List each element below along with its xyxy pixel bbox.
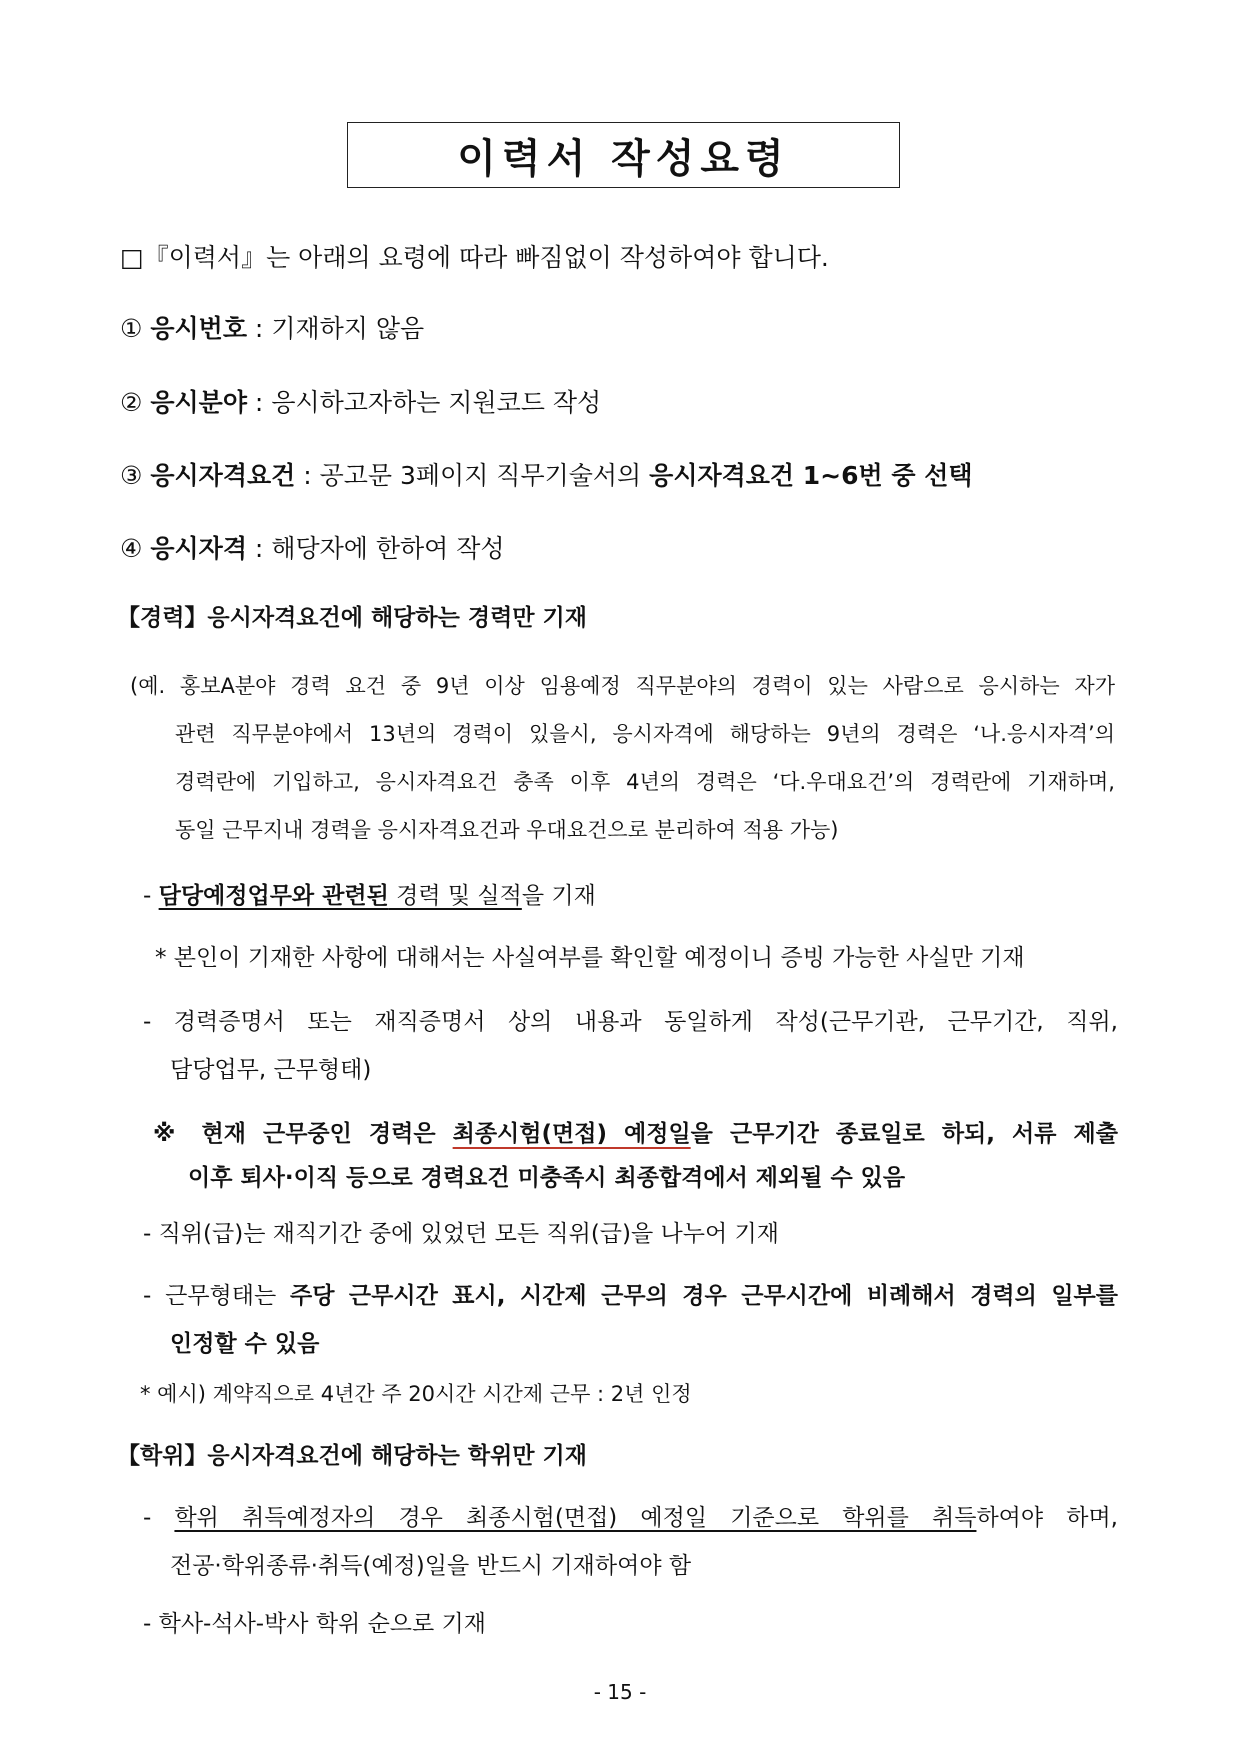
page-title: 이력서 작성요령 [457, 135, 790, 182]
career-warning-line-2: 이후 퇴사·이직 등으로 경력요건 미충족시 최종합격에서 제외될 수 있음 [188, 1165, 906, 1191]
career-bullet-certificate-line-2: 담당업무, 근무형태) [170, 1057, 372, 1083]
career-bullet-related: - 담당예정업무와 관련된 경력 및 실적을 기재 [143, 883, 596, 909]
degree-heading: 【학위】응시자격요건에 해당하는 학위만 기재 [117, 1443, 587, 1469]
page-number: - 15 - [593, 1680, 647, 1704]
career-example-line-4: 동일 근무지내 경력을 응시자격요건과 우대요건으로 분리하여 적용 가능) [175, 818, 839, 842]
item-4: ④ 응시자격 : 해당자에 한하여 작성 [120, 534, 505, 563]
career-bullet-certificate-line-1: - 경력증명서 또는 재직증명서 상의 내용과 동일하게 작성(근무기관, 근무기간, 직위, [143, 1009, 1118, 1035]
degree-bullet-order: - 학사-석사-박사 학위 순으로 기재 [143, 1611, 486, 1637]
career-warning-line-1: ※ 현재 근무중인 경력은 최종시험(면접) 예정일을 근무기간 종료일로 하되, 서류 제출 [153, 1121, 1118, 1147]
career-note-verify: * 본인이 기재한 사항에 대해서는 사실여부를 확인할 예정이니 증빙 가능한 사실만 기재 [155, 945, 1025, 971]
career-bullet-worktype-line-2: 인정할 수 있음 [170, 1331, 320, 1357]
career-bullet-position: - 직위(급)는 재직기간 중에 있었던 모든 직위(급)을 나누어 기재 [143, 1221, 779, 1247]
item-2: ② 응시분야 : 응시하고자하는 지원코드 작성 [120, 388, 602, 417]
item-3: ③ 응시자격요건 : 공고문 3페이지 직무기술서의 응시자격요건 1~6번 중 선택 [120, 461, 973, 490]
intro-text: □『이력서』는 아래의 요령에 따라 빠짐없이 작성하여야 합니다. [120, 243, 829, 272]
degree-bullet-expected-line-2: 전공·학위종류·취득(예정)일을 반드시 기재하여야 함 [170, 1553, 692, 1579]
title-box [347, 122, 900, 188]
career-example-line-1: (예. 홍보A분야 경력 요건 중 9년 이상 임용예정 직무분야의 경력이 있는 사람으로 응시하는 자가 [130, 674, 1115, 698]
career-note-example: * 예시) 계약직으로 4년간 주 20시간 시간제 근무 : 2년 인정 [140, 1382, 692, 1406]
career-heading: 【경력】응시자격요건에 해당하는 경력만 기재 [117, 605, 587, 631]
item-1: ① 응시번호 : 기재하지 않음 [120, 314, 425, 343]
career-bullet-worktype-line-1: - 근무형태는 주당 근무시간 표시, 시간제 근무의 경우 근무시간에 비례해서 경력의 일부를 [143, 1283, 1118, 1309]
degree-bullet-expected-line-1: - 학위 취득예정자의 경우 최종시험(면접) 예정일 기준으로 학위를 취득하여야 하며, [143, 1505, 1118, 1531]
career-example-line-2: 관련 직무분야에서 13년의 경력이 있을시, 응시자격에 해당하는 9년의 경력은 ‘나.응시자격’의 [175, 722, 1115, 746]
career-example-line-3: 경력란에 기입하고, 응시자격요건 충족 이후 4년의 경력은 ‘다.우대요건’의 경력란에 기재하며, [175, 770, 1115, 794]
